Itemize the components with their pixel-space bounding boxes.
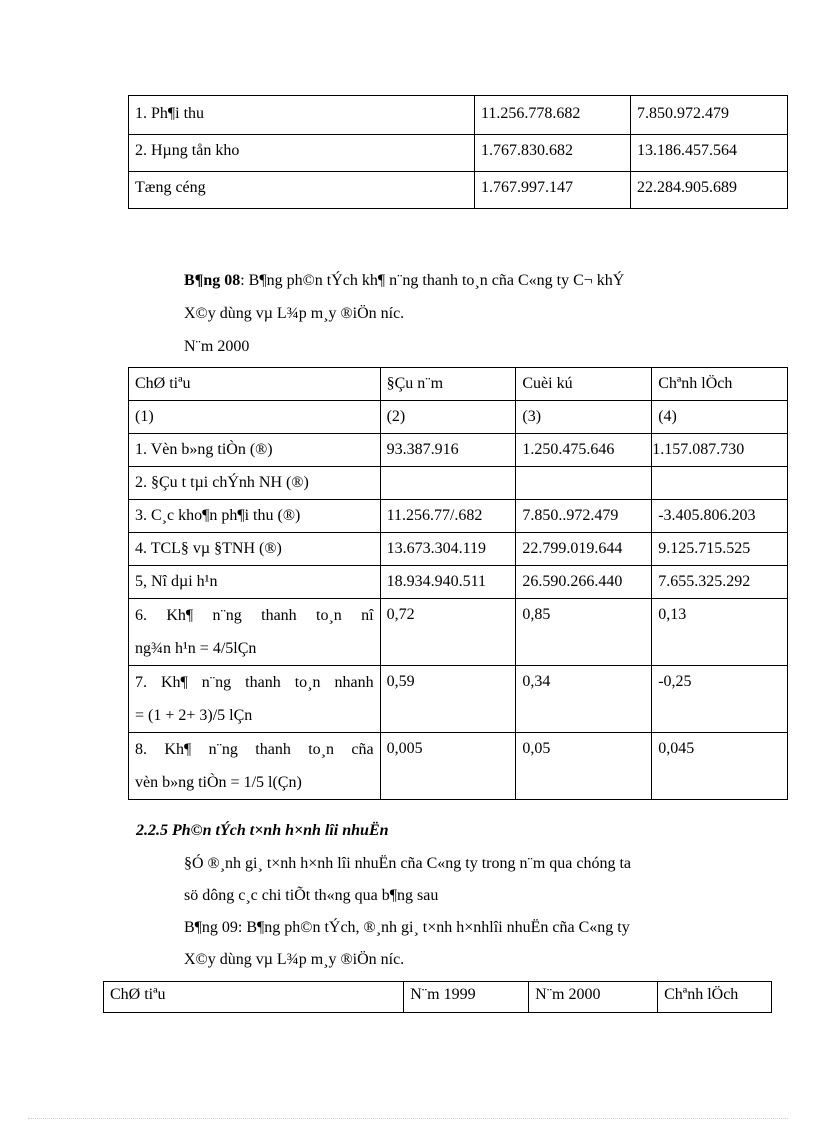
table-cell: Tæng céng	[129, 172, 475, 209]
table-cell: 7.850..972.479	[516, 500, 652, 533]
table-09	[103, 981, 772, 1013]
column-header: Cuèi kú	[516, 368, 652, 401]
cell-line: ng¾n h¹n = 4/5lÇn	[135, 640, 257, 657]
table-cell: 2. §Çu t tµi chÝnh NH (®)	[129, 467, 381, 500]
table-cell: 0,85	[516, 599, 652, 666]
table-row	[129, 96, 788, 135]
table-cell: (1)	[129, 401, 381, 434]
cell-line: 6. Kh¶ n¨ng thanh to¸n nî	[135, 607, 374, 624]
table-cell	[129, 733, 381, 800]
table-cell: 0,045	[652, 733, 788, 800]
table-row	[129, 733, 788, 800]
table-header-row	[129, 368, 788, 401]
table-08-label: B¶ng 08	[184, 272, 241, 289]
table-08-year: N¨m 2000	[184, 338, 250, 355]
cell-line: = (1 + 2+ 3)/5 lÇn	[135, 707, 253, 724]
table-header-row	[104, 982, 772, 1013]
table-row	[129, 566, 788, 599]
column-header: N¨m 2000	[529, 982, 658, 1013]
column-header: §Çu n¨m	[380, 368, 516, 401]
table-row	[129, 533, 788, 566]
table-cell: 7.850.972.479	[631, 96, 788, 135]
table-cell: (3)	[516, 401, 652, 434]
table-cell: 5, Nî dµi h¹n	[129, 566, 381, 599]
table-cell: 13.673.304.119	[380, 533, 516, 566]
table-cell	[380, 467, 516, 500]
table-cell: 93.387.916	[380, 434, 516, 467]
table-cell	[129, 666, 381, 733]
table-08-caption-text: : B¶ng ph©n tÝch kh¶ n¨ng thanh to¸n cña C«ng ty C¬ khÝ	[240, 272, 625, 289]
column-header: ChØ tiªu	[104, 982, 404, 1013]
table-cell: 1. Vèn b»ng tiÒn (®)	[129, 434, 381, 467]
table-cell: 3. C¸c kho¶n ph¶i thu (®)	[129, 500, 381, 533]
table-08-caption	[184, 265, 624, 297]
column-header: Chªnh lÖch	[658, 982, 772, 1013]
table-09-caption-line2: X©y dùng vµ L¾p m¸y ®iÖn níc.	[184, 951, 405, 968]
table-cell: 0,13	[652, 599, 788, 666]
table-cell	[516, 467, 652, 500]
table-numbering-row	[129, 401, 788, 434]
table-cell: (2)	[380, 401, 516, 434]
column-header: Chªnh lÖch	[652, 368, 788, 401]
table-09-caption: B¶ng 09: B¶ng ph©n tÝch, ®¸nh gi¸ t×nh h×nhlîi nhuËn cña C«ng ty	[184, 919, 630, 936]
table-row	[129, 666, 788, 733]
table-cell: 0,34	[516, 666, 652, 733]
table-cell: 22.799.019.644	[516, 533, 652, 566]
table-receivables-inventory	[128, 95, 788, 209]
table-08	[128, 367, 788, 800]
table-08-caption-line2: X©y dùng vµ L¾p m¸y ®iÖn níc.	[184, 305, 405, 322]
table-cell: 9.125.715.525	[652, 533, 788, 566]
table-cell: 0,72	[380, 599, 516, 666]
table-row	[129, 500, 788, 533]
table-cell: -0,25	[652, 666, 788, 733]
table-row	[129, 434, 788, 467]
table-cell: 11.256.778.682	[475, 96, 631, 135]
table-cell: 0,005	[380, 733, 516, 800]
table-cell: 26.590.266.440	[516, 566, 652, 599]
table-cell: 1. Ph¶i thu	[129, 96, 475, 135]
table-cell: 7.655.325.292	[652, 566, 788, 599]
table-cell: 0,59	[380, 666, 516, 733]
table-cell: 13.186.457.564	[631, 135, 788, 172]
table-cell	[129, 599, 381, 666]
cell-line: 8. Kh¶ n¨ng thanh to¸n cña	[135, 741, 374, 758]
table-cell: 18.934.940.511	[380, 566, 516, 599]
cell-line: vèn b»ng tiÒn = 1/5 l(Çn)	[135, 774, 302, 791]
section-heading: 2.2.5 Ph©n tÝch t×nh h×nh lîi nhuËn	[136, 822, 389, 839]
column-header: ChØ tiªu	[129, 368, 381, 401]
table-cell: (4)	[652, 401, 788, 434]
table-cell: 22.284.905.689	[631, 172, 788, 209]
table-cell: 2. Hµng tån kho	[129, 135, 475, 172]
paragraph-line: §Ó ®¸nh gi¸ t×nh h×nh lîi nhuËn cña C«ng ty trong n¨m qua chóng ta	[184, 855, 632, 872]
paragraph-line: sö dông c¸c chi tiÕt th«ng qua b¶ng sau	[184, 887, 439, 904]
table-cell: 1.250.475.646	[516, 434, 652, 467]
table-row	[129, 135, 788, 172]
table-cell: 0,05	[516, 733, 652, 800]
table-row	[129, 172, 788, 209]
table-cell: 4. TCL§ vµ §TNH (®)	[129, 533, 381, 566]
table-cell: -3.405.806.203	[652, 500, 788, 533]
table-cell: 1.157.087.730	[652, 434, 788, 467]
table-row	[129, 599, 788, 666]
table-cell	[652, 467, 788, 500]
cell-line: 7. Kh¶ n¨ng thanh to¸n nhanh	[135, 674, 374, 691]
table-cell: 1.767.830.682	[475, 135, 631, 172]
page-bottom-divider	[28, 1118, 788, 1119]
table-cell: 11.256.77/.682	[380, 500, 516, 533]
table-row	[129, 467, 788, 500]
table-cell: 1.767.997.147	[475, 172, 631, 209]
column-header: N¨m 1999	[404, 982, 529, 1013]
